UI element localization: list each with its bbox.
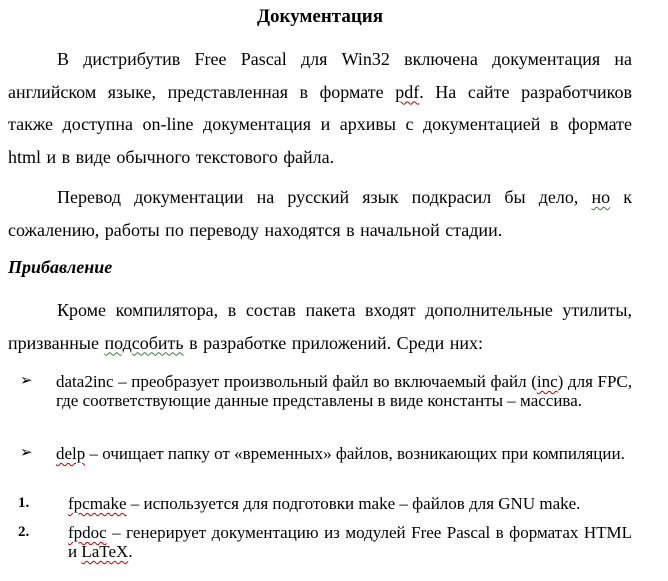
grammar-word: но	[591, 187, 611, 207]
list-number: 2.	[18, 524, 30, 540]
numbered-item-fpdoc	[18, 523, 632, 561]
paragraph-text: в разработке приложений. Среди них:	[183, 332, 483, 353]
bullet-item-delp	[20, 444, 632, 463]
spellcheck-word: inc	[536, 372, 558, 391]
paragraph-translation	[8, 181, 632, 246]
paragraph-text: Перевод документации на русский язык подкрасил бы дело,	[57, 187, 592, 207]
paragraph-text: . На сайте разработчиков также доступна on-line документация и архивы с документацией в формате html и в виде обычного текстового файла.	[8, 81, 632, 167]
paragraph-utilities	[8, 294, 632, 359]
numbered-item-fpcmake	[18, 494, 632, 513]
item-text: – используется для подготовки make – файлов для GNU make.	[126, 494, 581, 513]
utility-name: data2inc	[56, 372, 114, 391]
bullet-item-data2inc	[20, 372, 632, 410]
list-number: 1.	[18, 495, 30, 511]
item-text: – генерирует документацию из модулей Free Pascal в форматах HTML и	[68, 523, 632, 561]
section-heading: Прибавление	[8, 257, 113, 277]
spellcheck-word: LaTeX	[81, 542, 129, 561]
utility-name: fpcmake	[68, 494, 127, 513]
item-text: – преобразует произвольный файл во включаемый файл (	[113, 372, 537, 391]
item-text: .	[128, 542, 133, 561]
paragraph-documentation	[8, 43, 632, 173]
utility-name: fpdoc	[68, 523, 107, 542]
bullet-arrow-icon: ➢	[20, 373, 33, 389]
paragraph-text: Кроме компилятора, в состав пакета входят дополнительные утилиты, призванные	[8, 300, 632, 353]
paragraph-text: к сожалению, работы по переводу находятся в начальной стадии.	[8, 187, 632, 240]
bullet-arrow-icon: ➢	[20, 445, 33, 461]
item-text: ) для FPC, где соответствующие данные представлены в виде константы – массива.	[56, 372, 632, 410]
item-text: – очищает папку от «временных» файлов, возникающих при компиляции.	[85, 444, 625, 463]
grammar-word: подсобить	[104, 332, 184, 353]
paragraph-text: В дистрибутив Free Pascal для Win32 включена документация на английском языке, представленная в формате	[8, 49, 632, 102]
document-title: Документация	[256, 6, 384, 27]
utility-name: delp	[56, 444, 86, 463]
spellcheck-word: pdf	[395, 81, 420, 102]
